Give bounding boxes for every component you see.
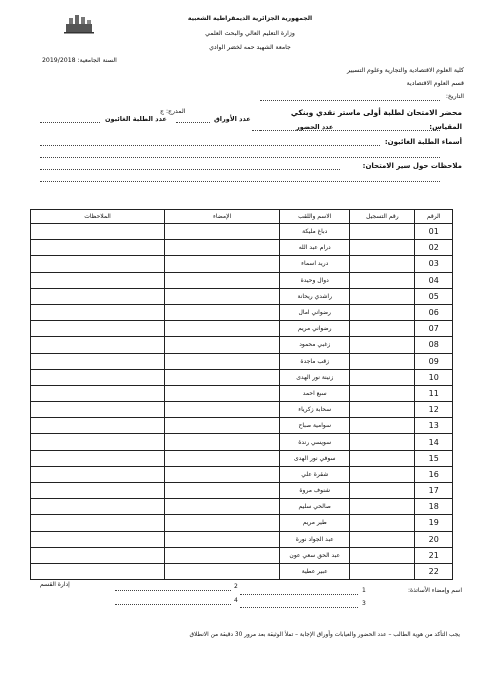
professors-label: اسم وإمضاء الأساتذة: [407,587,462,594]
hall-label: المدرج: ج [160,108,186,115]
student-name: راشدي ريحانة [280,288,350,304]
table-row [31,547,453,563]
student-name: عبد الجواد نورة [280,531,350,547]
row-number: 04 [415,272,453,288]
subject-label: المقياس: [429,123,462,131]
professor-slot-2: 2 [234,583,238,590]
registration-cell [350,240,415,256]
student-name: شقرة علي [280,466,350,482]
signature-cell [165,321,280,337]
professor-line-2 [115,590,231,591]
university-logo [64,12,94,34]
table-header-row [31,210,453,224]
row-number: 21 [415,547,453,563]
present-dotted-line [252,130,292,131]
notes-cell [31,466,165,482]
table-row [31,563,453,579]
row-number: 09 [415,353,453,369]
row-number: 13 [415,418,453,434]
header-notes: الملاحظات [31,210,165,224]
student-name: دوال وحيدة [280,272,350,288]
papers-dotted-line [176,122,210,123]
registration-cell [350,466,415,482]
professor-slot-4: 4 [234,597,238,604]
row-number: 17 [415,483,453,499]
registration-cell [350,256,415,272]
table-row [31,531,453,547]
notes-cell [31,450,165,466]
registration-cell [350,353,415,369]
university-name: جامعة الشهيد حمه لخضر الوادي [209,44,291,51]
table-row [31,418,453,434]
absent-count-dotted-line [40,122,100,123]
header-number: الرقم [415,210,453,224]
republic-name: الجمهورية الجزائرية الديمقراطية الشعبية [187,15,313,22]
academic-year: السنة الجامعية: 2019/2018 [42,57,117,64]
signature-cell [165,304,280,320]
header-registration: رقم التسجيل [350,210,415,224]
notes-cell [31,337,165,353]
registration-cell [350,483,415,499]
student-name: سبع احمد [280,385,350,401]
professor-line-4 [115,604,231,605]
table-row [31,385,453,401]
student-name: سوامية صباح [280,418,350,434]
notes-cell [31,547,165,563]
signature-cell [165,353,280,369]
row-number: 22 [415,563,453,579]
student-name: درام عبد الله [280,240,350,256]
absent-names-label: أسماء الطلبة الغائبون: [384,138,462,146]
registration-cell [350,434,415,450]
student-name: زنينة نور الهدى [280,369,350,385]
professor-line-1 [240,594,358,595]
professor-slot-3: 3 [362,600,366,607]
notes-cell [31,256,165,272]
signature-cell [165,418,280,434]
signature-cell [165,272,280,288]
row-number: 12 [415,402,453,418]
registration-cell [350,547,415,563]
signature-cell [165,515,280,531]
signature-cell [165,563,280,579]
exam-report-title: محضر الامتحان لطلبة أولى ماستر نقدي وبنكي [290,108,462,117]
table-row [31,337,453,353]
professor-slot-1: 1 [362,587,366,594]
table-row [31,483,453,499]
professor-line-3 [240,607,358,608]
header-signature: الإمضاء [165,210,280,224]
signature-cell [165,240,280,256]
signature-cell [165,466,280,482]
papers-count-label: عدد الأوراق [214,115,251,123]
row-number: 06 [415,304,453,320]
faculty-name: كلية العلوم الاقتصادية والتجارية وعلوم التسيير [346,67,464,74]
notes-cell [31,288,165,304]
notes-cell [31,240,165,256]
table-row [31,288,453,304]
row-number: 16 [415,466,453,482]
student-name: دباغ مليكة [280,224,350,240]
notes-cell [31,434,165,450]
signature-cell [165,450,280,466]
row-number: 20 [415,531,453,547]
table-row [31,224,453,240]
table-row [31,304,453,320]
registration-cell [350,337,415,353]
row-number: 18 [415,499,453,515]
student-name: شنوف مروة [280,483,350,499]
date-label: التاريخ: [445,93,464,100]
registration-cell [350,450,415,466]
notes-cell [31,499,165,515]
row-number: 01 [415,224,453,240]
registration-cell [350,531,415,547]
signature-cell [165,385,280,401]
signature-cell [165,224,280,240]
student-name: رضواني مريم [280,321,350,337]
registration-cell [350,563,415,579]
table-row [31,272,453,288]
row-number: 14 [415,434,453,450]
student-name: زغبي محمود [280,337,350,353]
registration-cell [350,288,415,304]
notes-cell [31,385,165,401]
registration-cell [350,385,415,401]
student-name: سويسي رندة [280,434,350,450]
table-row [31,321,453,337]
row-number: 08 [415,337,453,353]
table-row [31,353,453,369]
student-name: عبير عطية [280,563,350,579]
registration-cell [350,515,415,531]
absent-count-label: عدد الطلبة الغائبون [105,115,167,123]
notes-cell [31,531,165,547]
registration-cell [350,369,415,385]
signature-cell [165,369,280,385]
notes-cell [31,563,165,579]
notes-cell [31,483,165,499]
notes-cell [31,353,165,369]
table-row [31,499,453,515]
signature-cell [165,547,280,563]
notes-cell [31,321,165,337]
row-number: 19 [415,515,453,531]
row-number: 10 [415,369,453,385]
student-name: زقب ماجدة [280,353,350,369]
date-dotted-line [260,100,440,101]
signature-cell [165,499,280,515]
absent-names-dotted-line-2 [40,157,440,158]
row-number: 03 [415,256,453,272]
notes-cell [31,304,165,320]
signature-cell [165,531,280,547]
signature-cell [165,337,280,353]
notes-cell [31,224,165,240]
exam-notes-label: ملاحظات حول سير الامتحان: [362,162,462,170]
table-row [31,466,453,482]
registration-cell [350,499,415,515]
registration-cell [350,272,415,288]
verification-notice: يجب التأكد من هوية الطالب – عدد الحضور والغيابات وأوراق الإجابة – تملأ الوثيقة بعد مرور 30 دقيقة من الانطلاق [189,632,460,638]
notes-cell [31,515,165,531]
registration-cell [350,321,415,337]
signature-cell [165,434,280,450]
exam-notes-dotted-line [40,169,340,170]
student-name: طير مريم [280,515,350,531]
department-administration: إدارة القسم [40,581,70,588]
notes-cell [31,272,165,288]
table-row [31,402,453,418]
attendance-table [30,209,453,580]
student-name: عبد الحق سعي عون [280,547,350,563]
notes-cell [31,418,165,434]
row-number: 15 [415,450,453,466]
table-row [31,256,453,272]
signature-cell [165,288,280,304]
row-number: 05 [415,288,453,304]
ministry-name: وزارة التعليم العالي والبحث العلمي [205,30,295,37]
student-name: سحابة زكرياء [280,402,350,418]
table-row [31,369,453,385]
signature-cell [165,483,280,499]
student-name: سوفي نور الهدى [280,450,350,466]
table-row [31,450,453,466]
registration-cell [350,304,415,320]
signature-cell [165,402,280,418]
header-name: الاسم واللقب [280,210,350,224]
row-number: 11 [415,385,453,401]
registration-cell [350,418,415,434]
exam-notes-dotted-line-2 [40,181,440,182]
notes-cell [31,402,165,418]
table-row [31,434,453,450]
table-row [31,515,453,531]
signature-cell [165,256,280,272]
row-number: 02 [415,240,453,256]
row-number: 07 [415,321,453,337]
registration-cell [350,224,415,240]
table-row [31,240,453,256]
notes-cell [31,369,165,385]
registration-cell [350,402,415,418]
student-name: رضواني امال [280,304,350,320]
student-name: صالحي سليم [280,499,350,515]
student-name: دريد اسماء [280,256,350,272]
present-count-label: عدد الحضور [296,123,334,131]
absent-names-dotted-line [40,145,380,146]
department-name: قسم العلوم الاقتصادية [406,80,464,87]
